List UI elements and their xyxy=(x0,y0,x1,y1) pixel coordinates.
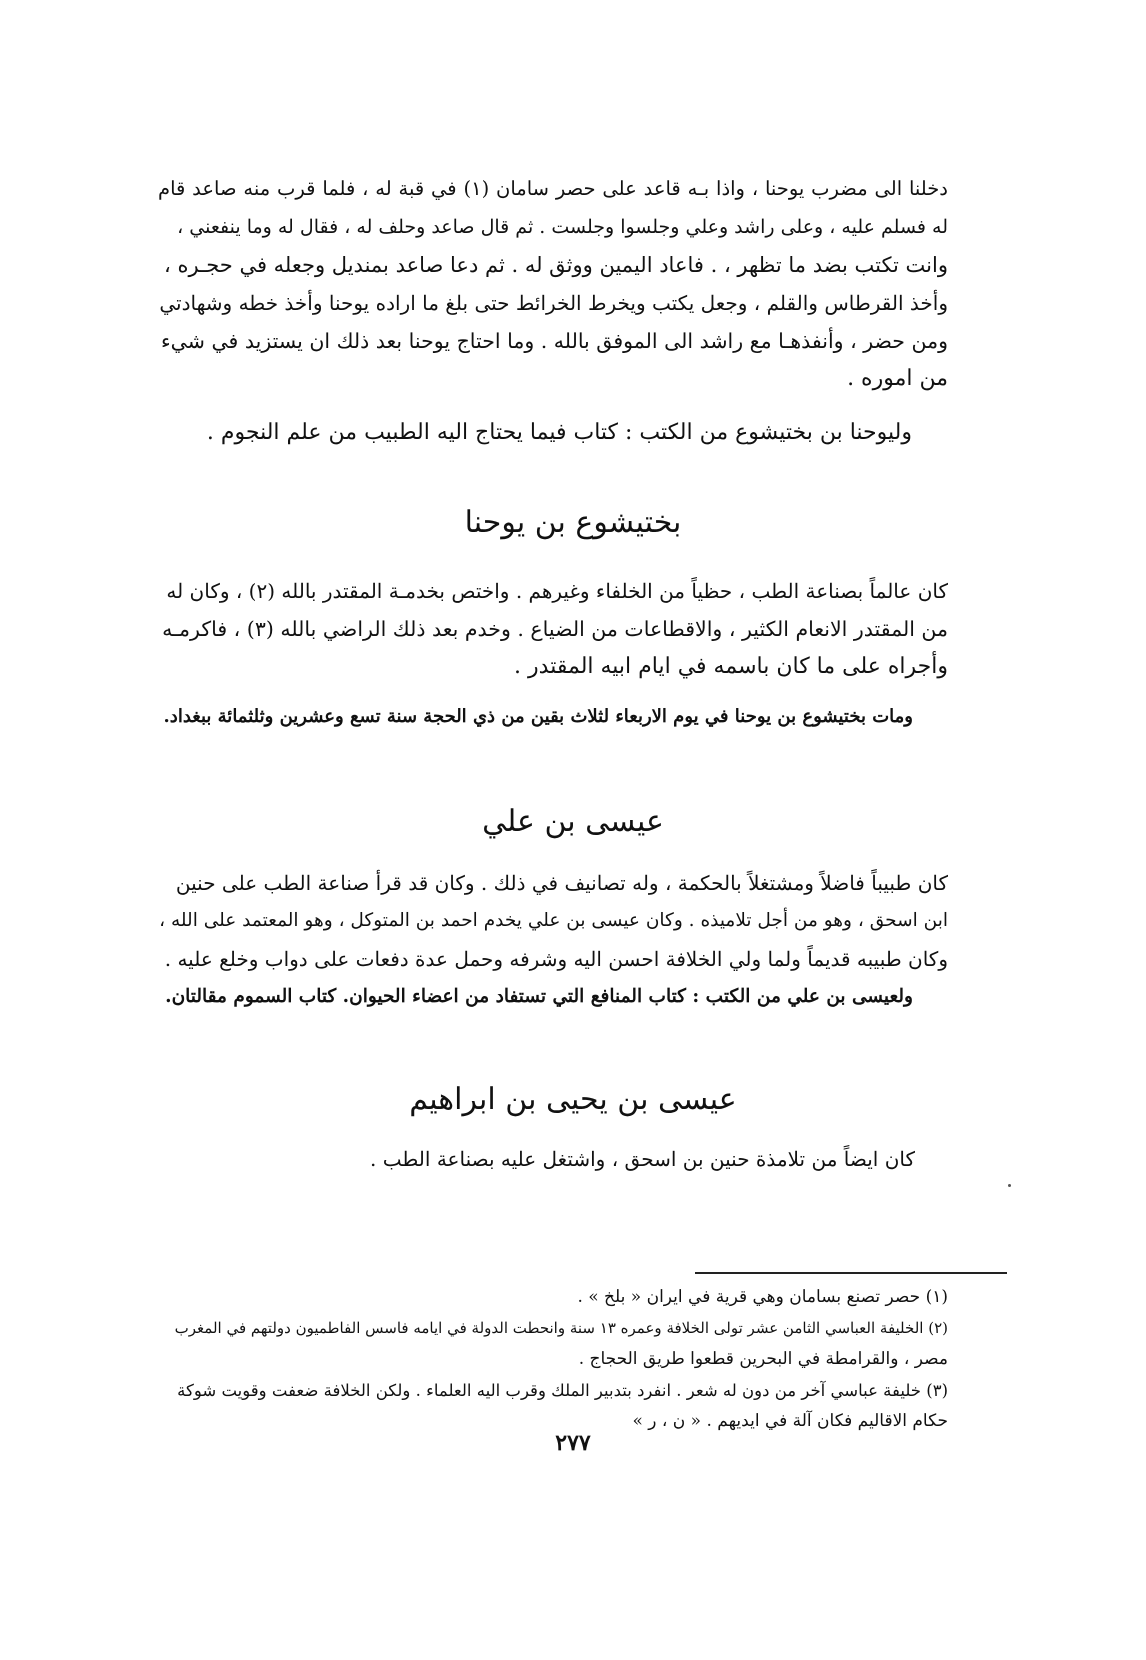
text-line: وكان طبيبه قديماً ولما ولي الخلافة احسن اليه وشرفه وحمل عدة دفعات على دواب وخلع عليه . xyxy=(164,947,948,971)
text-line: ابن اسحق ، وهو من أجل تلاميذه . وكان عيسى بن علي يخدم احمد بن المتوكل ، وهو المعتمد على الله ، xyxy=(159,910,948,931)
section-title: بختيشوع بن يوحنا xyxy=(464,505,682,540)
footnote-continuation: حكام الاقاليم فكان آلة في ايديهم . « ن ، ر » xyxy=(632,1411,948,1431)
text-line: وأجراه على ما كان باسمه في ايام ابيه المقتدر . xyxy=(514,654,948,679)
text-line: من اموره . xyxy=(847,366,948,391)
text-line: كان عالماً بصناعة الطب ، حظياً من الخلفاء وغيرهم . واختص بخدمـة المقتدر بالله (٢) ، وكان له xyxy=(166,579,948,603)
footnote: (١) حصر تصنع بسامان وهي قرية في ايران « بلخ » . xyxy=(577,1287,948,1307)
section-title: عيسى بن علي xyxy=(482,804,664,839)
text-line: كان طبيباً فاضلاً ومشتغلاً بالحكمة ، وله تصانيف في ذلك . وكان قد قرأ صناعة الطب على حنين xyxy=(175,871,948,895)
text-line: من المقتدر الانعام الكثير ، والاقطاعات من الضياع . وخدم بعد ذلك الراضي بالله (٣) ، فاكرمـه xyxy=(162,617,948,641)
stray-mark xyxy=(1008,1184,1011,1187)
text-line: ومن حضر ، وأنفذهـا مع راشد الى الموفق بالله . وما احتاج يوحنا بعد ذلك ان يستزيد في شيء xyxy=(161,329,948,353)
books-line xyxy=(200,414,912,452)
footnote: (٢) الخليفة العباسي الثامن عشر تولى الخلافة وعمره ١٣ سنة وانحطت الدولة في ايامه فاسس الفاطميون دولتهم في المغرب xyxy=(174,1319,948,1337)
section2-paragraph xyxy=(158,864,948,978)
footnotes xyxy=(158,1282,948,1437)
footnote: (٣) خليفة عباسي آخر من دون له شعر . انفرد بتدبير الملك وقرب اليه العلماء . ولكن الخلافة ضعفت وقويت شوكة xyxy=(177,1381,948,1400)
text-line: وانت تكتب بضد ما تظهر ، . فاعاد اليمين ووثق له . ثم دعا صاعد بمنديل وجعله في حجـره ، xyxy=(164,253,948,277)
page-number: ٢٧٧ xyxy=(555,1430,591,1456)
text-line: وأخذ القرطاس والقلم ، وجعل يكتب ويخرط الخرائط حتى بلغ ما اراده يوحنا وأخذ خطه وشهادتي xyxy=(159,291,948,315)
death-line xyxy=(158,698,913,736)
death-line-text: ومات بختيشوع بن يوحنا في يوم الاربعاء لثلاث بقين من ذي الحجة سنة تسع وعشرين وثلثمائة ببغداد. xyxy=(163,706,913,727)
section-title: عيسى بن يحيى بن ابراهيم xyxy=(409,1082,737,1117)
text-line: كان ايضاً من تلامذة حنين بن اسحق ، واشتغل عليه بصناعة الطب . xyxy=(370,1147,915,1171)
section1-paragraph xyxy=(158,572,948,686)
books-line-text: ولعيسى بن علي من الكتب : كتاب المنافع التي تستفاد من اعضاء الحيوان. كتاب السموم مقالتان. xyxy=(165,986,913,1007)
footnote-continuation: مصر ، والقرامطة في البحرين قطعوا طريق الحجاج . xyxy=(578,1349,948,1369)
text-line: له فسلم عليه ، وعلى راشد وعلي وجلسوا وجلست . ثم قال صاعد وحلف له ، فقال له وما ينفعني ، xyxy=(177,216,948,238)
footnote-separator xyxy=(695,1272,1007,1274)
section3-paragraph xyxy=(370,1140,915,1178)
books-line-text: وليوحنا بن بختيشوع من الكتب : كتاب فيما يحتاج اليه الطبيب من علم النجوم . xyxy=(206,420,912,445)
section2-books-line xyxy=(158,978,913,1016)
top-paragraph xyxy=(158,170,948,398)
text-line: دخلنا الى مضرب يوحنا ، واذا بـه قاعد على حصر سامان (١) في قبة له ، فلما قرب منه صاعد قام xyxy=(158,177,948,200)
